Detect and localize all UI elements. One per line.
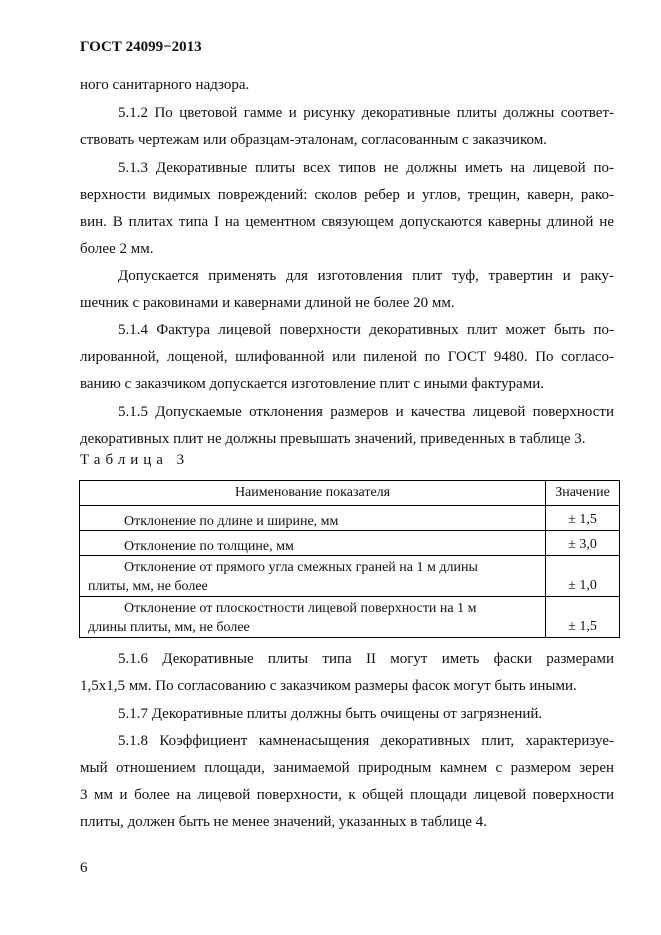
table-cell-value: ± 1,0 xyxy=(546,556,620,597)
table-cell-value: ± 1,5 xyxy=(546,506,620,531)
paragraph-line: декоративных плит не должны превышать значений, приведенных в таблице 3. xyxy=(80,431,586,447)
table-row xyxy=(80,597,620,638)
table-cell-name xyxy=(80,597,546,638)
paragraph-line: более 2 мм. xyxy=(80,241,154,257)
paragraph-line: 5.1.7 Декоративные плиты должны быть очищены от загрязнений. xyxy=(118,706,543,722)
paragraph-line: лированной, лощеной, шлифованной или пиленой по ГОСТ 9480. По согласо- xyxy=(80,349,614,365)
table-cell-name-line: плиты, мм, не более xyxy=(88,579,208,594)
column-header-indicator: Наименование показателя xyxy=(80,481,546,506)
table-cell-name: Отклонение по длине и ширине, мм xyxy=(80,506,546,531)
table-cell-name-line: Отклонение от плоскостности лицевой поверхности на 1 м xyxy=(124,601,477,616)
deviation-table xyxy=(79,480,620,638)
table-cell-name: Отклонение по толщине, мм xyxy=(80,531,546,556)
paragraph-line: плиты, должен быть не менее значений, указанных в таблице 4. xyxy=(80,814,487,830)
paragraph-line: 5.1.2 По цветовой гамме и рисунку декоративные плиты должны соответ- xyxy=(118,105,614,121)
paragraph-line: 5.1.3 Декоративные плиты всех типов не должны иметь на лицевой по- xyxy=(118,160,614,176)
paragraph-line: 1,5х1,5 мм. По согласованию с заказчиком размеры фасок могут быть иными. xyxy=(80,678,577,694)
table-row xyxy=(80,556,620,597)
table-row xyxy=(80,531,620,556)
paragraph-line: Допускается применять для изготовления плит туф, травертин и раку- xyxy=(118,268,614,284)
paragraph-line: ствовать чертежам или образцам-эталонам, согласованным с заказчиком. xyxy=(80,132,547,148)
paragraph-line: 5.1.6 Декоративные плиты типа II могут иметь фаски размерами xyxy=(118,651,614,667)
table-caption: Таблица 3 xyxy=(80,452,190,468)
paragraph-line: 5.1.4 Фактура лицевой поверхности декоративных плит может быть по- xyxy=(118,322,614,338)
table-cell-name-line: Отклонение от прямого угла смежных граней на 1 м длины xyxy=(124,560,478,575)
paragraph-line: ного санитарного надзора. xyxy=(80,77,250,93)
paragraph-line: 3 мм и более на лицевой поверхности, к общей площади лицевой поверхности xyxy=(80,787,614,803)
paragraph-line: ванию с заказчиком допускается изготовление плит с иными фактурами. xyxy=(80,376,544,392)
paragraph-line: вин. В плитах типа I на цементном связующем допускаются каверны длиной не xyxy=(80,214,614,230)
document-header: ГОСТ 24099−2013 xyxy=(80,39,202,55)
table-cell-value: ± 3,0 xyxy=(546,531,620,556)
table-cell-name-line: длины плиты, мм, не более xyxy=(88,620,250,635)
paragraph-line: 5.1.5 Допускаемые отклонения размеров и качества лицевой поверхности xyxy=(118,404,614,420)
table-row xyxy=(80,506,620,531)
page-number: 6 xyxy=(80,860,88,876)
table-cell-name xyxy=(80,556,546,597)
paragraph-line: шечник с раковинами и кавернами длиной не более 20 мм. xyxy=(80,295,455,311)
paragraph-line: 5.1.8 Коэффициент камненасыщения декоративных плит, характеризуе- xyxy=(118,733,614,749)
paragraph-line: верхности видимых повреждений: сколов ребер и углов, трещин, каверн, рако- xyxy=(80,187,614,203)
column-header-value: Значение xyxy=(546,481,620,506)
paragraph-line: мый отношением площади, занимаемой природным камнем с размером зерен xyxy=(80,760,614,776)
table-header-row xyxy=(80,481,620,506)
table-cell-value: ± 1,5 xyxy=(546,597,620,638)
